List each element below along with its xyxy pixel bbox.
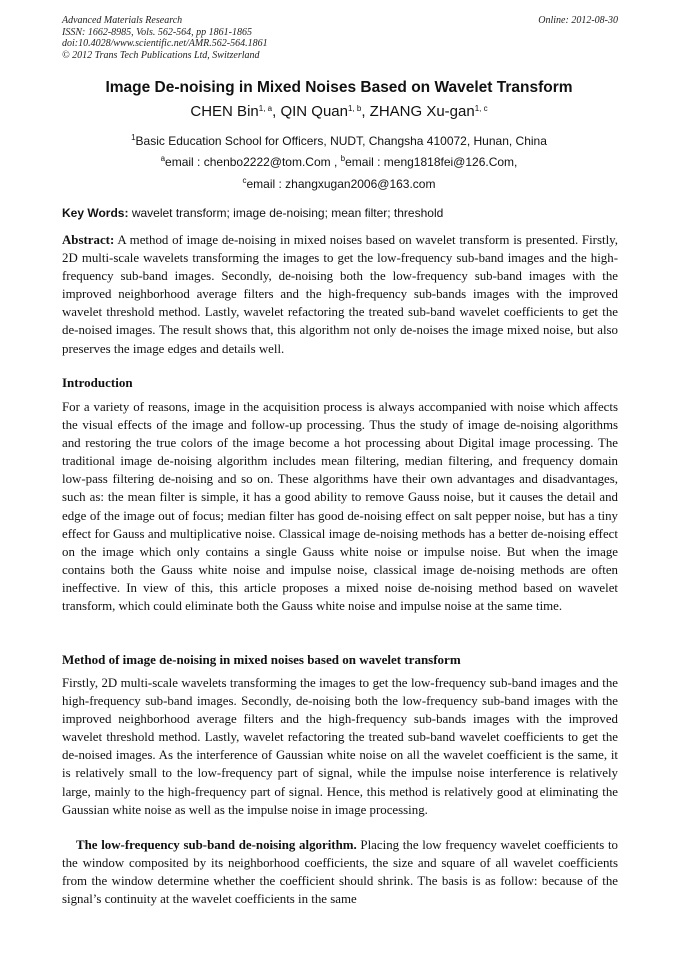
journal-name: Advanced Materials Research — [62, 15, 183, 26]
subsection-label: The low-frequency sub-band de-noising algorithm. — [76, 838, 357, 852]
method-paragraph-2 — [62, 836, 618, 908]
affiliation-text: Basic Education School for Officers, NUDT, Changsha 410072, Hunan, China — [135, 134, 547, 148]
affiliation — [0, 134, 678, 148]
email-line-c — [0, 177, 678, 191]
email-line-ab — [0, 155, 678, 169]
author-name: ZHANG Xu-gan — [369, 103, 475, 120]
online-date: Online: 2012-08-30 — [538, 15, 618, 26]
author-sup: 1, a — [258, 104, 273, 113]
email-sup: b — [340, 154, 346, 163]
abstract — [62, 231, 618, 358]
author-name: QIN Quan — [280, 103, 348, 120]
issn-line: ISSN: 1662-8985, Vols. 562-564, pp 1861-1865 — [62, 26, 252, 38]
method-paragraph-1: Firstly, 2D multi-scale wavelets transforming the images to get the low-frequency sub-band images and the high-frequency sub-band images. Secondly, de-noising both the low-frequency sub-band images with the improved neighborhood average filters and the high-frequency sub-bands images with the improved wavelet threshold method. Lastly, wavelet refactoring the treated sub-band wavelet coefficients to get the de-noised images. As the interference of Gaussian white noise on all the wavelet coefficient is the same, it is relatively small to the low-frequency part of signal, while the impulse noise interference is relatively large, mainly to the high-frequency part of signal. Hence, this method is relatively good at eliminating the Gaussian white noise as well as the impulse noise in image processing. — [62, 676, 618, 817]
abstract-label: Abstract: — [62, 233, 115, 247]
journal-header — [62, 15, 618, 61]
author-sep: , — [361, 103, 370, 120]
author-list — [0, 103, 678, 120]
author-name: CHEN Bin — [190, 103, 259, 120]
author-sup: 1, c — [474, 104, 488, 113]
keywords — [62, 206, 618, 220]
abstract-text: A method of image de-noising in mixed noises based on wavelet transform is presented. Firstly, 2D multi-scale wavelets transforming the images to get the low-frequency sub-band images and the high-frequency sub-band images. Secondly, de-noising both the low-frequency sub-band images with the improved neighborhood average filters and the high-frequency sub-bands images with the improved wavelet threshold method. Lastly, wavelet refactoring the treated sub-band wavelet coefficients to get the de-noised images. The result shows that, this algorithm not only de-noises the image mixed noise, but also preserves the image edges and details well. — [62, 233, 618, 356]
email-sup: c — [242, 176, 247, 185]
paper-title: Image De-noising in Mixed Noises Based on Wavelet Transform — [105, 79, 573, 96]
copyright-line: © 2012 Trans Tech Publications Ltd, Switzerland — [62, 49, 260, 61]
keywords-label: Key Words: — [62, 206, 129, 220]
email-c: email : zhangxugan2006@163.com — [246, 177, 436, 191]
doi-line: doi:10.4028/www.scientific.net/AMR.562-564.1861 — [62, 38, 268, 49]
email-sup: a — [160, 154, 166, 163]
affiliation-sup: 1 — [131, 133, 136, 142]
author-sep: , — [272, 103, 281, 120]
method-paragraph-2-text: Placing the low frequency wavelet coefficients to the window composited by its neighborhood coefficients, the size and square of all wavelet coefficients from the window determine whether the coefficient should shrink. The basis is as follow: because of the signal’s continuity at the wavelet coefficients in the same — [62, 838, 618, 907]
section-heading-introduction: Introduction — [62, 375, 133, 390]
section-heading-method: Method of image de-noising in mixed noises based on wavelet transform — [62, 652, 461, 667]
email-b: email : meng1818fei@126.Com, — [345, 155, 518, 169]
author-sup: 1, b — [347, 104, 362, 113]
introduction-paragraph: For a variety of reasons, image in the acquisition process is always accompanied with noise which affects the visual effects of the image and follow-up processing. Thus the study of image de-noising algorithms and restoring the true colors of the image become a hot processing about Digital image processing. The traditional image de-noising algorithm includes mean filtering, median filtering, and frequency domain low-pass filtering de-noising and so on. These algorithms have their own advantages and disadvantages, such as: the mean filter is simple, it has a good ability to remove Gauss noise, but it causes the detail and edge of the image out of focus; median filter has good de-noising effect on salt pepper noise, but has a tiny effect for Gauss and multiplicative noise. Classical image de-noising methods has a better de-noising effect on the image which only contains a single Gauss white noise or impulse noise. But when the image contains both the Gauss white noise and impulse noise, classical image de-noising methods are often ineffective. In view of this, this article proposes a mixed noise de-noising method based on wavelet transform, which could eliminate both the Gauss white noise and impulse noise at the same time. — [62, 400, 618, 614]
keywords-text: wavelet transform; image de-noising; mean filter; threshold — [131, 206, 444, 220]
email-a: email : chenbo2222@tom.Com , — [165, 155, 338, 169]
